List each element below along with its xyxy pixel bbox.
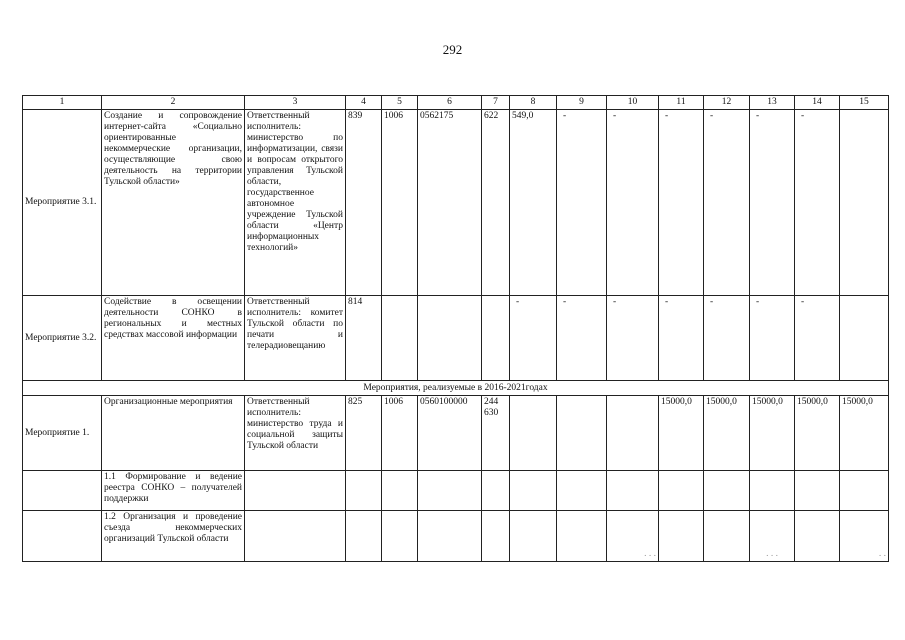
header-cell: 9 [557, 96, 607, 110]
table-row-1-1 [23, 471, 889, 511]
empty-cell [418, 471, 482, 511]
code-cell: 1006 [382, 396, 418, 471]
value-cell: - [750, 296, 795, 381]
value-cell: . . . [607, 511, 659, 562]
header-cell: 6 [418, 96, 482, 110]
value-cell: 15000,0 [704, 396, 750, 471]
executor-cell: Ответственный исполнитель: комитет Тульской области по печати и телерадиовещанию [245, 296, 346, 381]
sub-activity-cell: 1.1 Формирование и ведение реестра СОНКО – получателей поддержки [102, 471, 245, 511]
empty-cell [382, 511, 418, 562]
empty-cell [659, 511, 704, 562]
value-cell: - [510, 296, 557, 381]
header-cell: 12 [704, 96, 750, 110]
executor-cell: Ответственный исполнитель: министерство по информатизации, связи и вопросам открытого управления Тульской области, государственное автономное учреждение Тульской области «Центр информационных технологий» [245, 110, 346, 296]
section-row [23, 381, 889, 396]
value-cell: - [704, 296, 750, 381]
header-cell: 4 [346, 96, 382, 110]
empty-cell [750, 471, 795, 511]
empty-cell [557, 471, 607, 511]
header-cell: 2 [102, 96, 245, 110]
empty-cell [346, 471, 382, 511]
code-cell: 244 630 [482, 396, 510, 471]
empty-cell [840, 471, 889, 511]
code-cell [482, 296, 510, 381]
activity-name-cell: Мероприятие 3.2. [23, 296, 102, 381]
code-cell [418, 296, 482, 381]
table-row-3-1 [23, 110, 889, 296]
empty-cell [23, 471, 102, 511]
empty-cell [659, 471, 704, 511]
header-cell: 13 [750, 96, 795, 110]
value-cell: - [750, 110, 795, 296]
value-cell: - [607, 296, 659, 381]
table-row-1-2 [23, 511, 889, 562]
header-cell: 1 [23, 96, 102, 110]
value-cell: - [659, 110, 704, 296]
value-cell [840, 296, 889, 381]
empty-cell [704, 511, 750, 562]
activity-name-cell: Мероприятие 3.1. [23, 110, 102, 296]
value-cell: 15000,0 [659, 396, 704, 471]
value-cell [510, 396, 557, 471]
empty-cell [346, 511, 382, 562]
value-cell: 15000,0 [750, 396, 795, 471]
value-cell: - [557, 110, 607, 296]
code-cell: 814 [346, 296, 382, 381]
empty-cell [245, 511, 346, 562]
code-cell: 622 [482, 110, 510, 296]
header-cell: 5 [382, 96, 418, 110]
code-cell: 825 [346, 396, 382, 471]
code-cell: 1006 [382, 110, 418, 296]
empty-cell [23, 511, 102, 562]
value-cell [840, 110, 889, 296]
value-cell: . . [840, 511, 889, 562]
empty-cell [482, 471, 510, 511]
table-row-1 [23, 396, 889, 471]
empty-cell [382, 471, 418, 511]
activity-description-cell: Создание и сопровождение интернет-сайта «Социально ориентированные некоммерческие организации, осуществляющие свою деятельность на территории Тульской области» [102, 110, 245, 296]
code-cell: 839 [346, 110, 382, 296]
header-cell: 11 [659, 96, 704, 110]
value-cell: - [659, 296, 704, 381]
activity-description-cell: Содействие в освещении деятельности СОНКО в региональных и местных средствах массовой информации [102, 296, 245, 381]
code-cell: 0562175 [418, 110, 482, 296]
header-cell: 10 [607, 96, 659, 110]
empty-cell [795, 511, 840, 562]
code-cell [382, 296, 418, 381]
value-cell: 549,0 [510, 110, 557, 296]
value-cell: 15000,0 [840, 396, 889, 471]
header-cell: 15 [840, 96, 889, 110]
executor-cell: Ответственный исполнитель: министерство труда и социальной защиты Тульской области [245, 396, 346, 471]
value-cell [557, 396, 607, 471]
value-cell: - [607, 110, 659, 296]
header-row [23, 96, 889, 110]
sub-activity-cell: 1.2 Организация и проведение съезда некоммерческих организаций Тульской области [102, 511, 245, 562]
empty-cell [482, 511, 510, 562]
section-title: Мероприятия, реализуемые в 2016-2021годах [23, 381, 889, 396]
value-cell: 15000,0 [795, 396, 840, 471]
activity-description-cell: Организационные мероприятия [102, 396, 245, 471]
value-cell: - [795, 296, 840, 381]
empty-cell [607, 471, 659, 511]
program-table [22, 95, 889, 562]
empty-cell [418, 511, 482, 562]
value-cell: - [557, 296, 607, 381]
header-cell: 3 [245, 96, 346, 110]
activity-name-cell: Мероприятие 1. [23, 396, 102, 471]
value-cell: - [704, 110, 750, 296]
header-cell: 8 [510, 96, 557, 110]
header-cell: 14 [795, 96, 840, 110]
empty-cell [510, 471, 557, 511]
empty-cell [704, 471, 750, 511]
empty-cell [795, 471, 840, 511]
value-cell [607, 396, 659, 471]
page-number: 292 [442, 42, 463, 57]
empty-cell [510, 511, 557, 562]
header-cell: 7 [482, 96, 510, 110]
value-cell: - [795, 110, 840, 296]
empty-cell [557, 511, 607, 562]
value-cell: . . . [750, 511, 795, 562]
table-row-3-2 [23, 296, 889, 381]
empty-cell [245, 471, 346, 511]
code-cell: 0560100000 [418, 396, 482, 471]
